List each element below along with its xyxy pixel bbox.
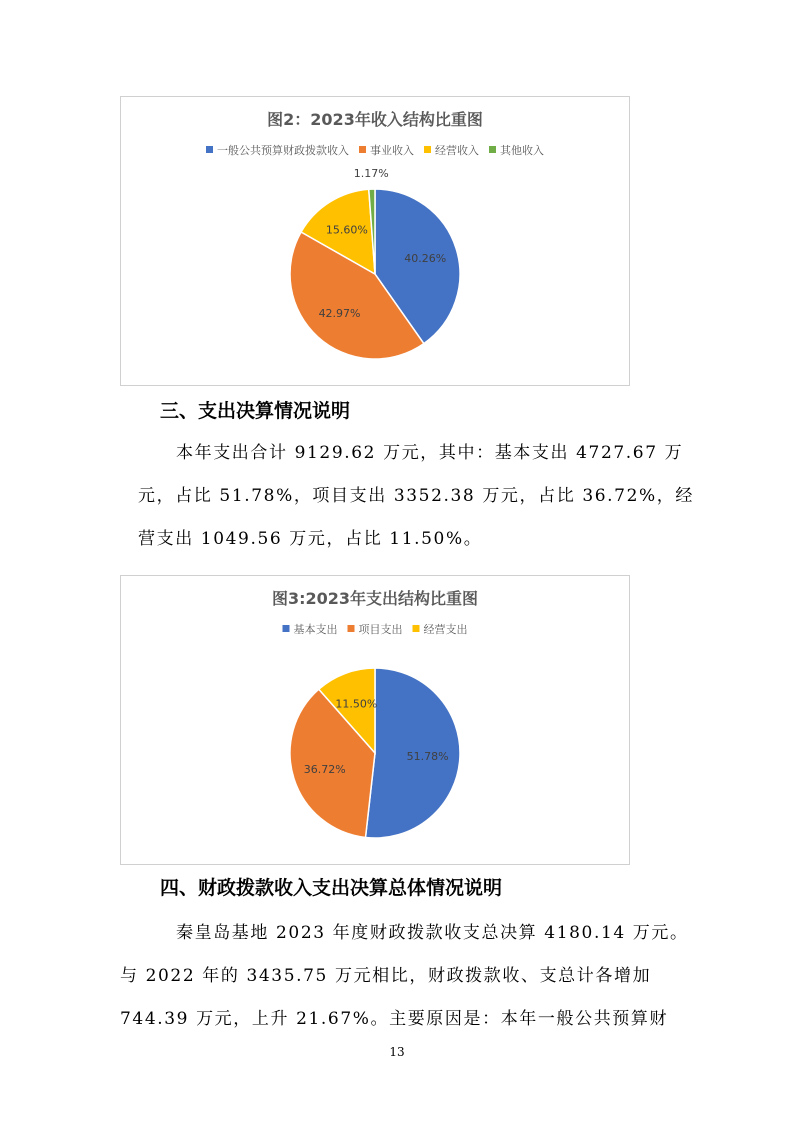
chart-1-legend-swatch-0 bbox=[206, 146, 213, 153]
chart-1-legend-swatch-3 bbox=[489, 146, 496, 153]
income-pie-chart-svg bbox=[121, 97, 629, 385]
chart-2-legend-label-2: 经营支出 bbox=[423, 623, 468, 636]
chart-2-data-label-0: 51.78% bbox=[406, 749, 449, 763]
chart-1-legend-swatch-2 bbox=[424, 146, 431, 153]
chart-1-title: 图2：2023年收入结构比重图 bbox=[267, 110, 483, 129]
section3-line-1: 本年支出合计 9129.62 万元，其中：基本支出 4727.67 万 bbox=[176, 443, 684, 463]
chart-1-data-label-2: 15.60% bbox=[325, 223, 368, 237]
chart-2-title: 图3:2023年支出结构比重图 bbox=[271, 589, 479, 608]
chart-2-legend bbox=[283, 622, 468, 636]
section3-line-3: 营支出 1049.56 万元，占比 11.50%。 bbox=[138, 529, 483, 549]
chart-1-data-label-0: 40.26% bbox=[404, 252, 447, 266]
chart-2-legend-label-1: 项目支出 bbox=[358, 623, 403, 636]
chart-1-legend-label-3: 其他收入 bbox=[500, 144, 544, 157]
expenditure-pie-chart-svg bbox=[121, 576, 629, 864]
chart-2-data-label-2: 11.50% bbox=[335, 697, 378, 711]
chart-1-legend-label-0: 一般公共预算财政拨款收入 bbox=[217, 144, 349, 157]
chart-2-data-label-1: 36.72% bbox=[303, 762, 346, 776]
chart-1-legend-swatch-1 bbox=[359, 146, 366, 153]
section3-heading: 三、支出决算情况说明 bbox=[160, 400, 351, 422]
expenditure-structure-chart bbox=[120, 575, 630, 865]
page-number: 13 bbox=[389, 1045, 405, 1059]
chart-2-legend-label-0: 基本支出 bbox=[293, 623, 338, 636]
chart-1-data-label-3: 1.17% bbox=[353, 167, 389, 181]
chart-1-legend bbox=[206, 143, 544, 157]
chart-1-legend-label-2: 经营收入 bbox=[435, 144, 479, 157]
section4-line-1: 秦皇岛基地 2023 年度财政拨款收支总决算 4180.14 万元。 bbox=[176, 923, 689, 943]
section4-heading: 四、财政拨款收入支出决算总体情况说明 bbox=[160, 877, 503, 899]
section4-line-3: 744.39 万元，上升 21.67%。主要原因是：本年一般公共预算财 bbox=[120, 1009, 669, 1029]
chart-2-legend-swatch-0 bbox=[283, 625, 290, 632]
section3-line-2: 元，占比 51.78%，项目支出 3352.38 万元，占比 36.72%，经 bbox=[138, 486, 694, 506]
chart-1-legend-label-1: 事业收入 bbox=[370, 144, 414, 157]
section4-line-2: 与 2022 年的 3435.75 万元相比，财政拨款收、支总计各增加 bbox=[120, 966, 652, 986]
chart-2-legend-swatch-2 bbox=[413, 625, 420, 632]
chart-2-legend-swatch-1 bbox=[348, 625, 355, 632]
income-structure-chart bbox=[120, 96, 630, 386]
chart-1-data-label-1: 42.97% bbox=[318, 306, 361, 320]
